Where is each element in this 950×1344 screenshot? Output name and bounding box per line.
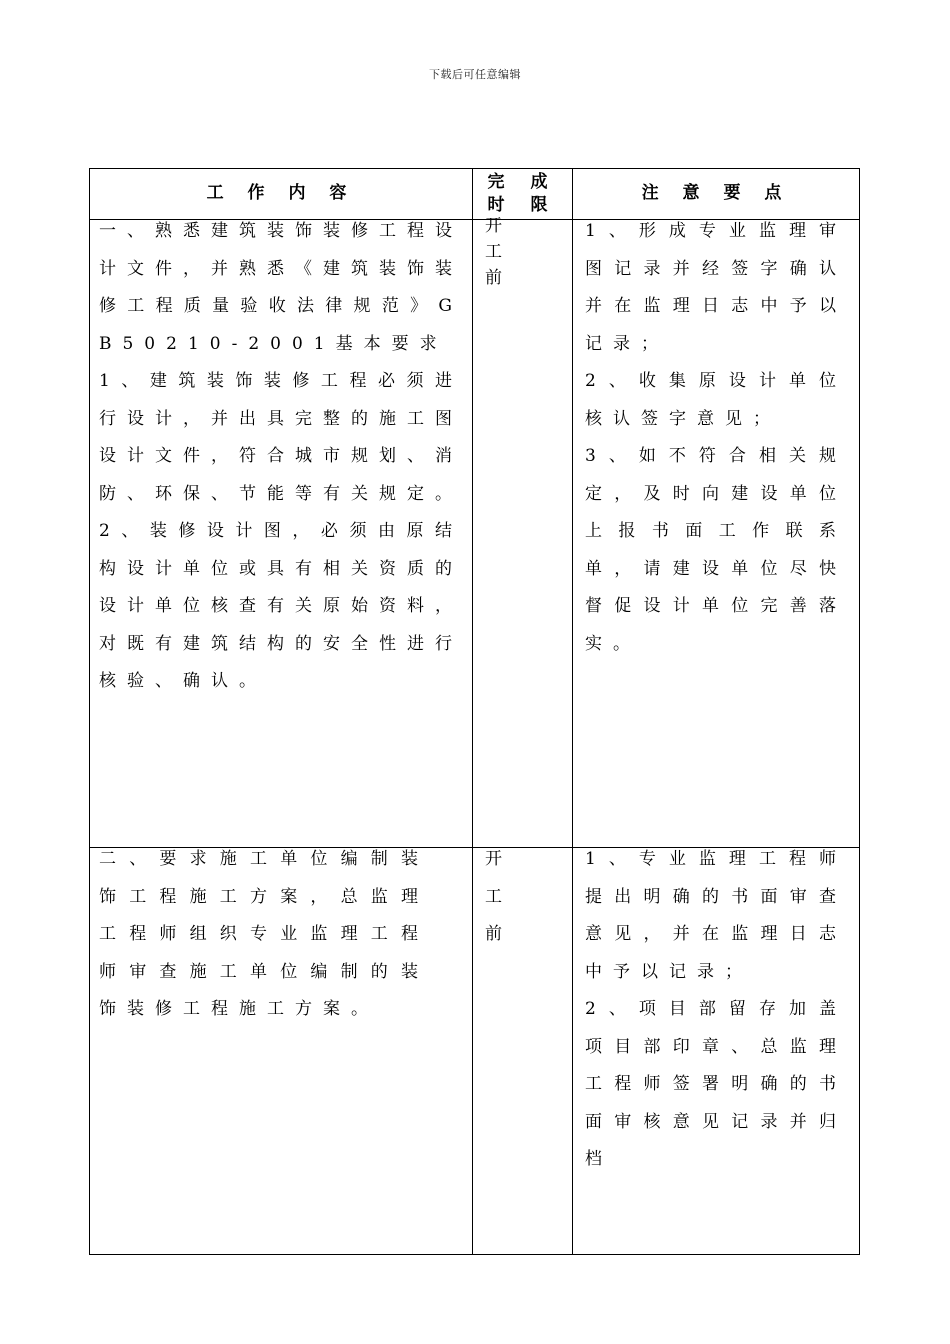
row1-content-para: 1、建筑装饰装修工程必须进行设计，并出具完整的施工图设计文件，符合城市规划、消防、环保、节能等有关规定。 [99, 371, 463, 504]
row1-notes-cell [585, 213, 847, 663]
table-border-left [89, 168, 90, 1255]
row1-content-para: 一、熟悉建筑装饰装修工程设计文件，并熟悉《建筑装饰装修工程质量验收法律规范》GB50210-2001基本要求 [99, 221, 463, 354]
row1-notes-para: 1、形成专业监理审图记录并经签字确认并在监理日志中予以记录； [585, 221, 847, 354]
header-deadline-line1: 完 成 [487, 171, 558, 192]
row2-notes-para: 1、专业监理工程师提出明确的书面审查意见，并在监理日志中予以记录； [585, 849, 847, 982]
table-border-bottom [89, 1254, 860, 1255]
work-table [89, 168, 860, 1255]
row1-deadline-cell: 开工前 [485, 216, 528, 288]
header-key-notes: 注 意 要 点 [641, 183, 791, 203]
column-divider-1 [472, 168, 473, 1255]
row2-content-cell [99, 841, 429, 1029]
header-deadline-line2: 时 限 [487, 194, 558, 215]
row2-notes-para: 2、项目部留存加盖项目部印章、总监理工程师签署明确的书面审核意见记录并归档 [585, 999, 847, 1169]
header-deadline [473, 168, 572, 219]
header-work-content: 工 作 内 容 [206, 183, 356, 203]
row2-content-para: 二、要求施工单位编制装饰工程施工方案，总监理工程师组织专业监理工程师审查施工单位编制的装饰装修工程施工方案。 [99, 849, 429, 1019]
row1-notes-para: 2、收集原设计单位核认签字意见； [585, 371, 847, 429]
page-header: 下载后可任意编辑 [429, 68, 521, 81]
column-divider-2 [572, 168, 573, 1255]
table-border-right [859, 168, 860, 1255]
row2-deadline-cell: 开工前 [485, 849, 528, 944]
row1-notes-para: 3、如不符合相关规定，及时向建设单位上报书面工作联系单，请建设单位尽快督促设计单位完善落实。 [585, 446, 847, 654]
row1-content-cell [99, 213, 463, 701]
row2-notes-cell [585, 841, 847, 1179]
row1-content-para: 2、装修设计图，必须由原结构设计单位或具有相关资质的设计单位核查有关原始资料，对既有建筑结构的安全性进行核验、确认。 [99, 521, 463, 691]
